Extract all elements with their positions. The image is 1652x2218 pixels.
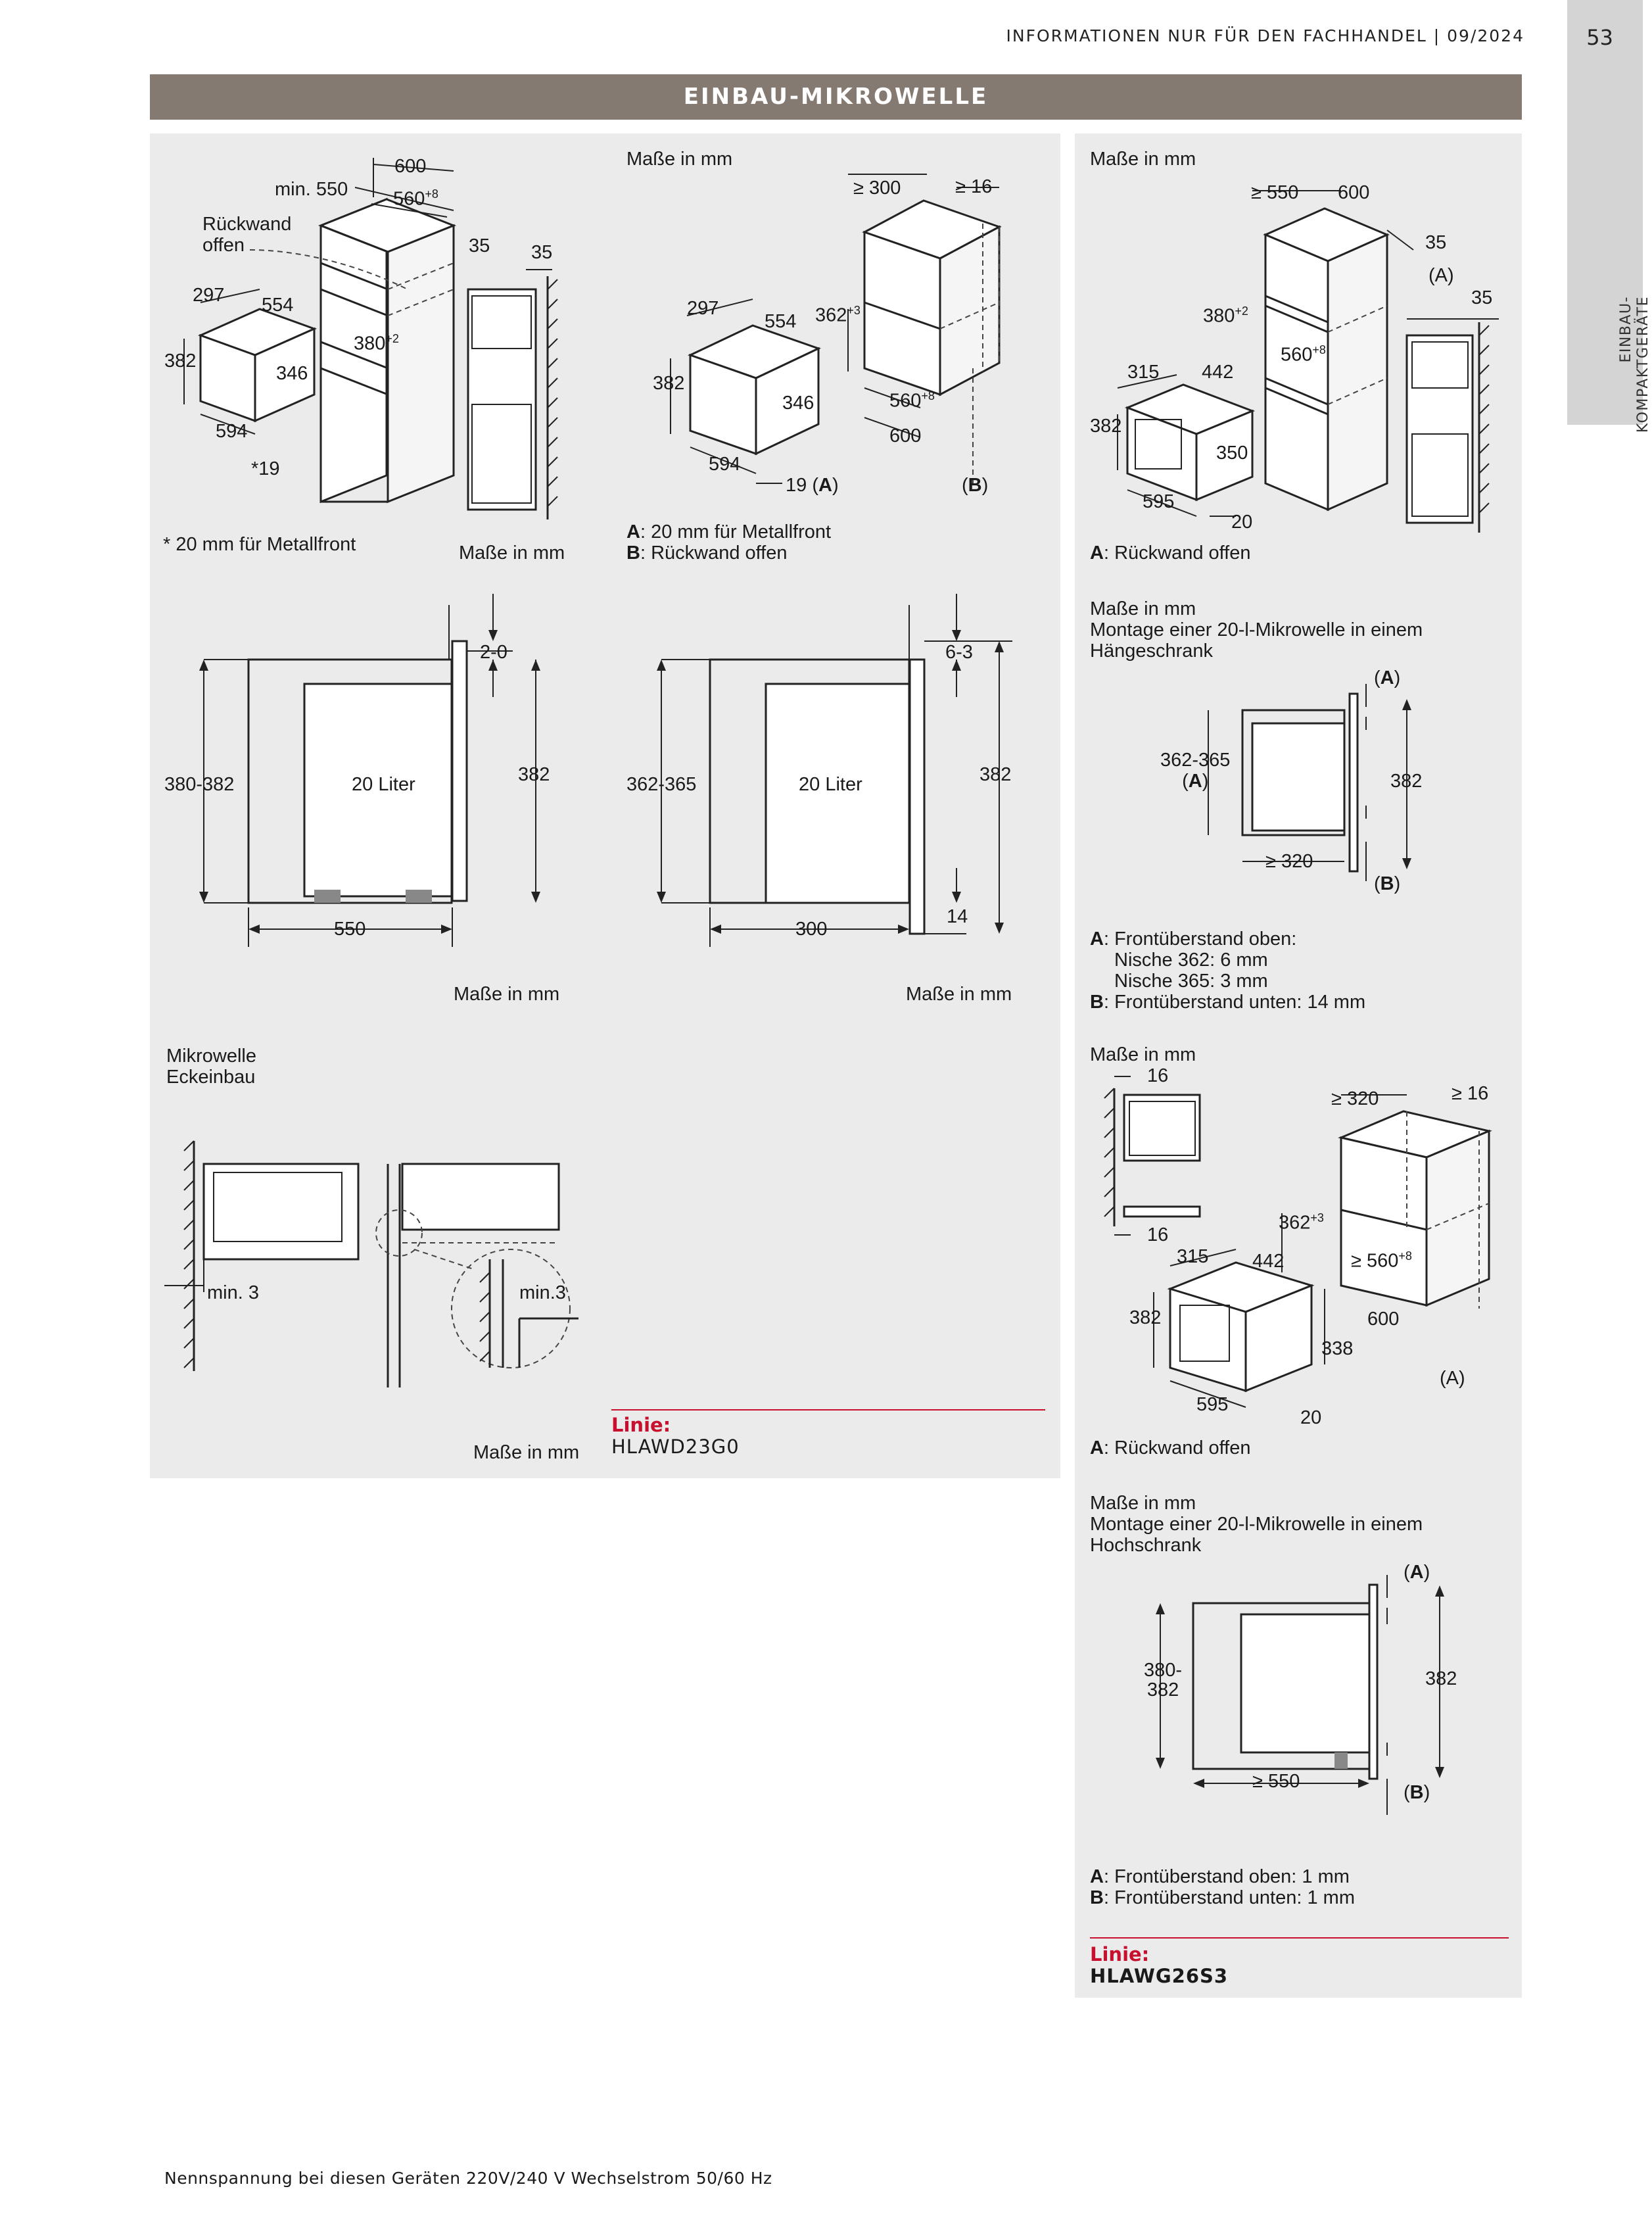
side-tab-line1: EINBAU- [1618,296,1634,363]
dim-20: 20 [1231,512,1253,533]
dim-35a: 35 [469,235,490,256]
dim-382: 382 [1090,416,1122,437]
dim-382: 382 [653,373,685,394]
dim-16b: ≥ 16 [1451,1083,1489,1104]
dim-380: $380^{+2}$ [1203,304,1248,327]
dim-595: 595 [1196,1394,1229,1415]
unit-label: Maße in mm [473,1442,580,1463]
dim-19a: 19 (A) [786,475,839,496]
dim-320: ≥ 320 [1331,1088,1379,1109]
linie-label: Linie: [611,1414,671,1436]
header-info: INFORMATIONEN NUR FÜR DEN FACHHANDEL | 09/2024 [1006,26,1524,45]
dim-300: ≥ 300 [853,178,901,199]
dim-16c: 16 [1147,1224,1169,1245]
dim-16: ≥ 16 [955,176,993,197]
dim-560: $560^{+8}$ [393,187,438,210]
label-rueckwand: Rückwand offen [202,214,292,256]
dim-560: $560^{+8}$ [889,389,935,412]
linie-model: HLAWD23G0 [611,1435,740,1458]
label-a: (A) [1428,265,1454,286]
dim-315: 315 [1177,1246,1209,1267]
dim-min550: min. 550 [275,179,348,200]
unit-label: Maße in mm [626,149,733,170]
section-title: EINBAU-MIKROWELLE [150,74,1522,120]
unit-label: Maße in mm [454,984,560,1005]
notes: A: Frontüberstand oben: Nische 362: 6 mm Nische 365: 3 mm B: Frontüberstand unten: 14 mm [1090,928,1366,1013]
corner-title: Mikrowelle Eckeinbau [166,1046,256,1088]
dim-297: 297 [687,298,719,319]
dim-550: ≥ 550 [1251,182,1299,203]
dim-297: 297 [193,285,225,306]
dim-2-0: 2-0 [480,642,507,663]
unit-label: Maße in mm [906,984,1012,1005]
label-20-liter: 20 Liter [799,774,862,795]
dim-550: ≥ 550 [1252,1771,1300,1792]
dim-595: 595 [1143,491,1175,512]
dim-362: $362^{+3}$ [1279,1211,1324,1234]
dim-600: 600 [1367,1309,1400,1330]
dim-600: 600 [1338,182,1370,203]
label-b: (B) [1404,1782,1430,1803]
dim-min3: min. 3 [207,1282,259,1303]
dim-442: 442 [1252,1251,1285,1272]
dim-382: 382 [1390,771,1423,792]
dim-382: 382 [1129,1307,1162,1328]
linie-label: Linie: [1090,1943,1150,1965]
note-a: A: 20 mm für Metallfront [626,521,832,542]
dim-554: 554 [262,295,294,316]
page-number: 53 [1586,25,1613,50]
dim-594: 594 [709,454,741,475]
dim-560: $560^{+8}$ [1281,343,1326,366]
note-a: A: Rückwand offen [1090,1437,1251,1459]
fig-description: Maße in mm Montage einer 20-l-Mikrowelle in einem Hängeschrank [1090,598,1423,662]
dim-600: 600 [394,156,427,177]
dim-362-365: 362-365 [626,774,697,795]
label-a: (A) [1404,1562,1430,1583]
dim-382: 382 [979,764,1012,785]
dim-380-382: 380-382 [164,774,235,795]
dim-380: $380^{+2}$ [354,332,399,354]
label-a: (A) [1440,1368,1465,1389]
dim-35a: 35 [1425,232,1447,253]
linie-model: HLAWG26S3 [1090,1965,1229,1987]
dim-16a: 16 [1147,1065,1169,1086]
footer-note: Nennspannung bei diesen Geräten 220V/240 V Wechselstrom 50/60 Hz [164,2169,772,2188]
dim-600: 600 [889,425,922,446]
dim-19: *19 [251,458,280,479]
label-20-liter: 20 Liter [352,774,415,795]
dim-300: 300 [795,919,828,940]
label-a: (A) [1374,667,1401,688]
dim-442: 442 [1202,362,1234,383]
dim-320: ≥ 320 [1265,851,1313,872]
dim-550: 550 [334,919,366,940]
dim-min3-detail: min.3 [519,1282,566,1303]
unit-label: Maße in mm [1090,149,1196,170]
fig-description: Maße in mm Montage einer 20-l-Mikrowelle in einem Hochschrank [1090,1493,1423,1556]
note-b: B: Rückwand offen [626,542,788,564]
side-tab-line2: KOMPAKTGERÄTE [1635,296,1651,433]
note-a: A: Rückwand offen [1090,542,1251,564]
dim-560: ≥ $560^{+8}$ [1351,1249,1412,1272]
dim-382: 382 [1425,1668,1457,1689]
unit-label: Maße in mm [459,542,565,564]
linie-rule [1090,1937,1509,1939]
dim-554: 554 [765,311,797,332]
dim-14: 14 [947,906,968,927]
dim-338: 338 [1321,1338,1354,1359]
notes: A: Frontüberstand oben: 1 mm B: Frontüberstand unten: 1 mm [1090,1866,1355,1908]
label-b: (B) [962,475,989,496]
dim-346: 346 [782,393,814,414]
dim-350: 350 [1216,443,1248,464]
dim-362-365: 362-365 (A) [1160,750,1231,792]
label-b: (B) [1374,873,1401,894]
dim-594: 594 [216,421,248,442]
unit-label: Maße in mm [1090,1044,1196,1065]
dim-35b: 35 [531,242,553,263]
dim-380-382: 380- 382 [1144,1660,1183,1700]
note-metallfront: * 20 mm für Metallfront [163,534,356,555]
dim-362: $362^{+3}$ [815,304,861,326]
dim-315: 315 [1127,362,1160,383]
dim-35b: 35 [1471,287,1493,308]
dim-20: 20 [1300,1407,1322,1428]
dim-382: 382 [518,764,550,785]
dim-382: 382 [164,350,197,372]
dim-346: 346 [276,363,308,384]
dim-6-3: 6-3 [945,642,973,663]
